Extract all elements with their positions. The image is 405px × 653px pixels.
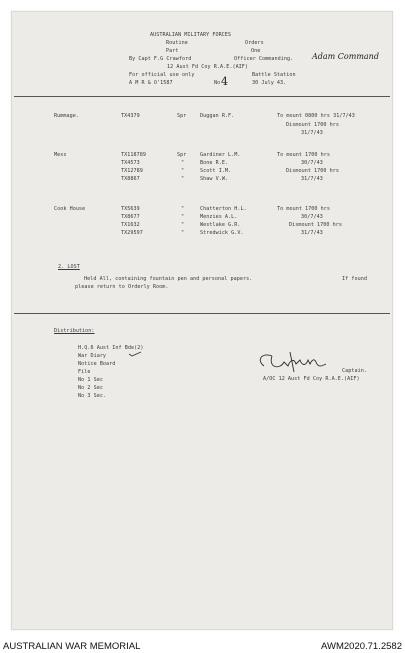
lost-line-1b: If found (342, 276, 367, 282)
rummage-note-3: 31/7/43 (301, 130, 323, 136)
cookhouse-row-name: Chatterton H.L. (200, 206, 247, 212)
cookhouse-row-rank: " (181, 222, 185, 228)
signature-scrawl (250, 348, 328, 378)
distribution-heading: Distribution: (54, 328, 95, 334)
distribution-item: War Diary (78, 353, 107, 359)
mess-row-num: TX12789 (121, 168, 143, 174)
handwritten-annotation: Adam Command (312, 52, 379, 61)
distribution-item: Notice Board (78, 361, 116, 367)
header-official: For official use only (129, 72, 195, 78)
header-amr: A M R & O'1587 (129, 80, 173, 86)
cookhouse-row-name: Menzies A.L. (200, 214, 238, 220)
distribution-item: No 2 Sec (78, 385, 103, 391)
header-one: One (251, 48, 261, 54)
section-label-mess: Mess (54, 152, 67, 158)
mess-row-name: Shaw V.W. (200, 176, 229, 182)
signature-unit: A/OC 12 Aust Fd Coy R.A.E.(AIF) (263, 376, 360, 382)
rummage-num: TX4379 (121, 113, 140, 119)
document-page (11, 11, 393, 630)
header-no-label: No (214, 80, 221, 86)
rummage-note-1: To mount 0800 hrs 31/7/43 (277, 113, 355, 119)
mess-row-rank: " (181, 160, 185, 166)
cookhouse-row-num: TX5639 (121, 206, 140, 212)
header-part: Part (166, 48, 179, 54)
cookhouse-row-rank: " (181, 214, 185, 220)
rummage-rank: Spr (177, 113, 187, 119)
header-battle-station: Battle Station (252, 72, 296, 78)
footer-accession: AWM2020.71.2582 (321, 641, 402, 652)
section-label-cookhouse: Cook House (54, 206, 86, 212)
body-rule (14, 313, 390, 314)
mess-row-num: TX118789 (121, 152, 146, 158)
header-title: AUSTRALIAN MILITARY FORCES (150, 32, 232, 38)
order-number: 4 (221, 75, 228, 88)
header-by: By Capt F.G Crawford (129, 56, 192, 62)
cookhouse-row-num: TX8677 (121, 214, 140, 220)
cookhouse-row-note: 31/7/43 (301, 230, 323, 236)
tick-mark-icon (128, 351, 142, 357)
header-date: 30 July 43. (252, 80, 287, 86)
mess-row-name: Bone R.E. (200, 160, 229, 166)
mess-row-rank: " (181, 176, 185, 182)
header-routine: Routine (166, 40, 188, 46)
cookhouse-row-note: 30/7/43 (301, 214, 323, 220)
mess-row-note: To mount 1700 hrs (277, 152, 330, 158)
archive-footer (0, 638, 405, 653)
rummage-note-2: Dismount 1700 hrs (286, 122, 339, 128)
distribution-item: H.Q.6 Aust Inf Bde(2) (78, 345, 144, 351)
lost-line-1: Held All, containing fountain pen and personal papers. (84, 276, 253, 282)
distribution-item: No 3 Sec. (78, 393, 107, 399)
mess-row-rank: Spr (177, 152, 187, 158)
cookhouse-row-rank: " (181, 230, 185, 236)
cookhouse-row-num: TX1632 (121, 222, 140, 228)
mess-row-name: Gardiner L.M. (200, 152, 241, 158)
cookhouse-row-num: TX29597 (121, 230, 143, 236)
mess-row-num: TX4573 (121, 160, 140, 166)
cookhouse-row-note: Dismount 1700 hrs (289, 222, 342, 228)
mess-row-rank: " (181, 168, 185, 174)
lost-heading: 2. LOST (58, 264, 80, 270)
header-unit: 12 Aust Fd Coy R.A.E.(AIF) (167, 64, 249, 70)
footer-institution: AUSTRALIAN WAR MEMORIAL (3, 641, 141, 652)
cookhouse-row-name: Westlake G.R. (200, 222, 241, 228)
header-officer: Officer Commanding. (234, 56, 294, 62)
cookhouse-row-note: To mount 1700 hrs (277, 206, 330, 212)
cookhouse-row-rank: " (181, 206, 185, 212)
mess-row-note: Dismount 1700 hrs (286, 168, 339, 174)
mess-row-note: 30/7/43 (301, 160, 323, 166)
header-orders: Orders (245, 40, 264, 46)
distribution-item: No 1 Sec (78, 377, 103, 383)
mess-row-name: Scott I.M. (200, 168, 232, 174)
distribution-item: File (78, 369, 91, 375)
cookhouse-row-name: Stredwick G.V. (200, 230, 244, 236)
rummage-name: Duggan R.F. (200, 113, 235, 119)
section-label-rummage: Rummage. (54, 113, 79, 119)
lost-line-2: please return to Orderly Room. (75, 284, 169, 290)
mess-row-num: TX8867 (121, 176, 140, 182)
header-rule (14, 96, 390, 97)
signature-title: Captain. (342, 368, 367, 374)
mess-row-note: 31/7/43 (301, 176, 323, 182)
